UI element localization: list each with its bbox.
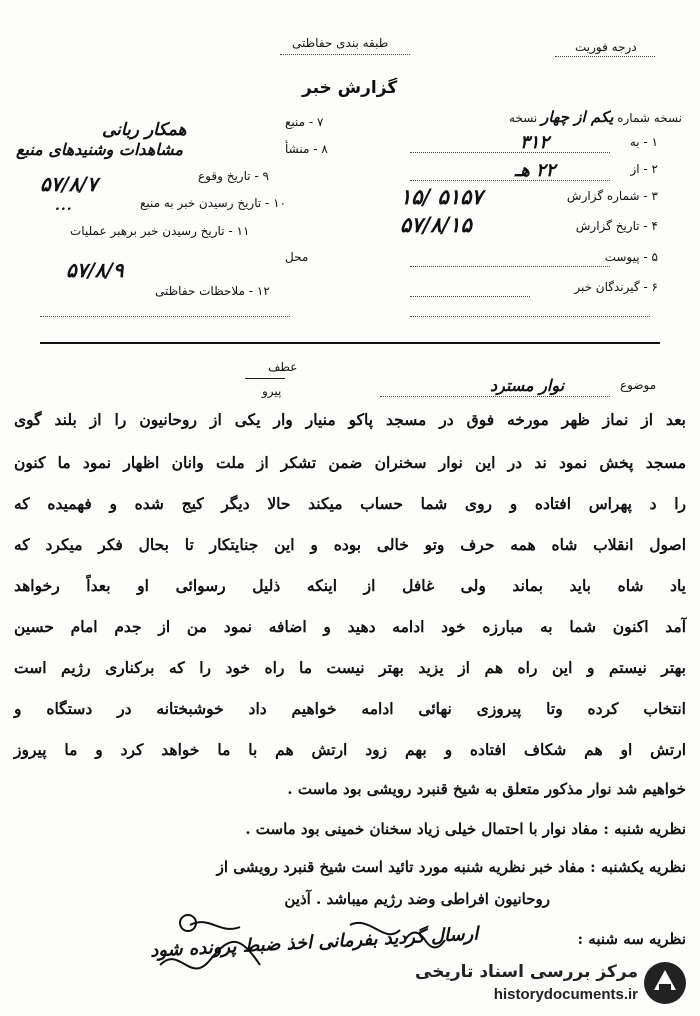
field-received-by-source-label: ۱۰ - تاریخ رسیدن خبر به منبع (140, 196, 287, 210)
archive-url: historydocuments.ir (493, 986, 638, 1003)
archive-watermark (415, 958, 690, 1010)
field-place-label: محل (285, 250, 309, 264)
field-origin-label: ۸ - منشأ (285, 142, 328, 156)
subject-label: موضوع (620, 378, 657, 392)
archive-name: مرکز بررسی اسناد تاریخی (415, 962, 638, 982)
note-sunday: نظریه یکشنبه : مفاد خبر نظریه شنبه مورد تائید است شیخ قنبرد رویشی از (216, 858, 686, 876)
field-received-by-leader-label: ۱۱ - تاریخ رسیدن خبر برهبر عملیات (70, 224, 250, 238)
priority-dotline (555, 56, 655, 57)
field-report-number-value: ۱۵/ ۵۱۵۷ (400, 184, 483, 209)
report-title: گزارش خبر (302, 78, 398, 98)
signature-scribble (150, 905, 450, 1000)
subject-dotline (380, 396, 610, 397)
field-report-date-label: ۴ - تاریخ گزارش (575, 219, 658, 233)
body-line: مسجد پخش نمود ند در این نوار سخنران ضمن تشکر از ملت وانان اظهار نمود ما کنون (14, 453, 686, 472)
priority-label: درجه فوریت (575, 40, 637, 54)
field-from-value: ۲۲ هـ (515, 160, 556, 181)
classification-dotline (280, 54, 410, 55)
field-from-dotline (410, 180, 610, 181)
field-attachment-label: ۵ - پیوست (604, 250, 658, 264)
note-saturday: نظریه شنبه : مفاد نوار با احتمال خیلی زیاد سخنان خمینی بود ماست . (245, 820, 686, 838)
body-line: بهتر نیستم و این راه هم از یزید بهتر نیست ما راه خود را که برکناری رژیم است (14, 658, 686, 677)
field-to-value: ۳۱۲ (520, 132, 550, 153)
body-line: انتخاب کرده وتا پیروزی نهائی ادامه خواهیم داد خوشبختانه در دستگاه و (14, 699, 686, 718)
field-occurrence-date-label: ۹ - تاریخ وقوع (198, 169, 269, 183)
body-line: را د پهراس افتاده و روی شما حساب میکند حالا دیگر کیج شده و فهمیده که (14, 494, 686, 513)
field-origin-value: مشاهدات وشنیدهای منبع (16, 140, 183, 159)
note-sunday-cont: روحانیون افراطی وضد رژیم میباشد . آذین (284, 890, 550, 908)
subject-value: نوار مسترد (490, 376, 565, 395)
classification-label: طبقه بندی حفاظتی (292, 36, 389, 50)
body-line: اصول انقلاب شاه همه حرف وتو خالی بوده و این جنایتکار تا بحال فکر میکرد که (14, 535, 686, 554)
field-from-label: ۲ - از (630, 162, 658, 176)
field-security-notes-label: ۱۲ - ملاحظات حفاظتی (155, 284, 270, 298)
copy-number-label: نسخه شماره یکم از چهار نسخه (509, 108, 682, 126)
body-line: ارتش او هم شکاف افتاده و بهم زود ارتش هم با ما خواهد کرد و ما پیروز (14, 740, 686, 759)
header-separator (40, 342, 660, 344)
body-line: یاد شاه باید بماند ولی غافل از اینکه ذلیل رسوائی او بعداً رخواهد (14, 576, 686, 595)
field-received-by-source-value: ... (55, 198, 73, 214)
field-place-value: ۵۷/۸/۹ (66, 258, 124, 282)
field-report-date-value: ۵۷/۸/۱۵ (400, 212, 472, 237)
handwritten-note: ارسال گردید بفرمانی اخذ ضبط پرونده شود (149, 923, 479, 962)
archive-logo-icon (642, 960, 688, 1006)
reference-divider (245, 378, 285, 379)
note-tuesday: نظریه سه شنبه : (577, 930, 686, 948)
body-line: بعد از نماز ظهر مورخه فوق در مسجد پاکو منیار وار یکی از روحانیون را از بلند گوی (14, 410, 686, 429)
field-recipients-label: ۶ - گیرندگان خبر (574, 280, 658, 294)
reference-atf-label: عطف (268, 360, 298, 374)
field-attachment-dotline (410, 266, 610, 267)
field-source-value: همکار ربانی (102, 120, 187, 140)
field-occurrence-date-value: ۵۷/۸/۷ (40, 172, 98, 196)
field-report-number-label: ۳ - شماره گزارش (566, 189, 658, 203)
body-line-last: خواهیم شد نوار مذکور متعلق به شیخ قنبرد رویشی بود ماست . (287, 780, 686, 798)
field-to-dotline (410, 152, 610, 153)
field-recipients-dotline (410, 296, 530, 297)
field-recipients-dotline-2 (410, 316, 650, 317)
body-line: آمد اکنون شما به مبارزه خود ادامه دهید و اضافه نمود من از جدم امام حسین (14, 617, 686, 636)
field-source-label: ۷ - منبع (285, 115, 324, 129)
field-to-label: ۱ - به (629, 135, 658, 149)
security-notes-dotline (40, 316, 290, 317)
reference-peyro-label: پیرو (262, 384, 282, 398)
